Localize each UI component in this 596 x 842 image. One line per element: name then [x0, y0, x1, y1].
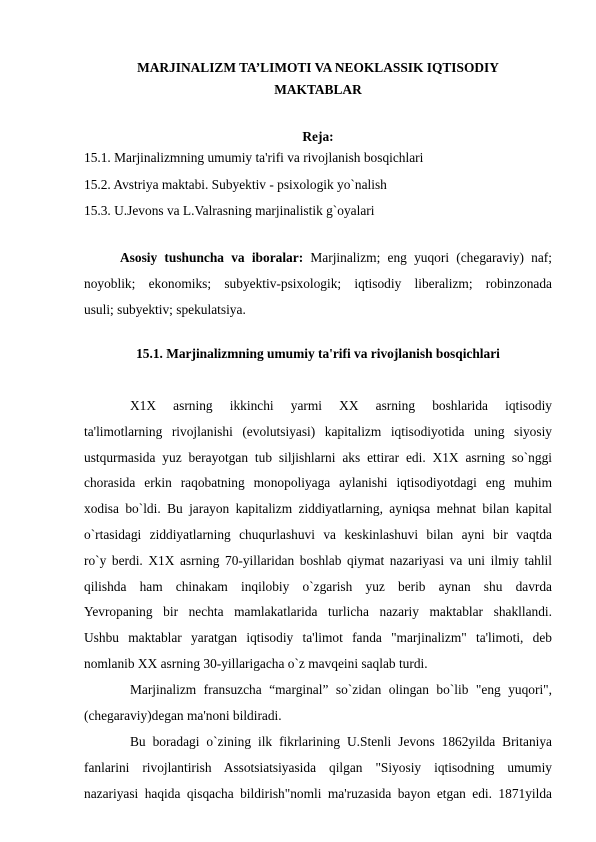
- paragraph-line: Marjinalizm fransuzcha “marginal” so`zidan olingan bo`lib "eng yuqori",: [130, 682, 552, 697]
- paragraph-line: ta'limotlarning rivojlanishi (evolutsiyasi) kapitalizm iqtisodiyotida uning siyosiy: [84, 423, 552, 439]
- document-title-line-1: MARJINALIZM TA’LIMOTI VA NEOKLASSIK IQTISODIY: [137, 60, 499, 75]
- key-terms-paragraph: [84, 245, 552, 322]
- paragraph-line: o`rtasidagi ziddiyatlarning chuqurlashuvi va keskinlashuvi bilan ayni bir vaqtda: [84, 526, 552, 542]
- body-paragraph-3: [84, 729, 552, 806]
- plan-item: 15.3. U.Jevons va L.Valrasning marjinalistik g`oyalari: [84, 203, 375, 218]
- paragraph-line: xodisa bo`ldi. Bu jarayon kapitalizm ziddiyatlarning, ayniqsa mehnat bilan kapital: [84, 501, 552, 517]
- document-title-line-2: MAKTABLAR: [274, 82, 362, 97]
- paragraph-line: ustqurmasida yuz berayotgan tub siljishlarni aks ettirar edi. X1X asrning so`nggi: [84, 449, 552, 465]
- paragraph-line: fanlarini rivojlantirish Assotsiatsiyasida qilgan "Siyosiy iqtisodning umumiy: [84, 759, 552, 775]
- body-paragraph-1: [84, 393, 552, 677]
- paragraph-line: Yevropaning bir nechta mamlakatlarida turlicha nazariy maktablar shakllandi.: [84, 604, 552, 620]
- key-terms-label: Asosiy tushuncha va iboralar:: [120, 250, 304, 265]
- key-terms-line: [84, 245, 552, 271]
- paragraph-line: chorasida erkin raqobatning monopoliyaga aylanishi iqtisodiyotdagi eng muhim: [84, 475, 552, 491]
- paragraph-line: nazariyasi haqida qisqacha bildirish"nomli ma'ruzasida bayon etgan edi. 1871yilda: [84, 785, 552, 801]
- paragraph-line: X1X asrning ikkinchi yarmi XX asrning boshlarida iqtisodiy: [130, 398, 552, 413]
- plan-item: 15.1. Marjinalizmning umumiy ta'rifi va rivojlanish bosqichlari: [84, 150, 424, 165]
- plan-heading: Reja:: [302, 129, 334, 144]
- paragraph-line: qilishda ham chinakam inqilobiy o`zgarish yuz berib aynan shu davrda: [84, 578, 552, 594]
- paragraph-line: (chegaraviy)degan ma'noni bildiradi.: [84, 707, 282, 723]
- plan-item: 15.2. Avstriya maktabi. Subyektiv - psixologik yo`nalish: [84, 177, 387, 192]
- key-terms-text: Marjinalizm; eng yuqori (chegaraviy) naf;: [303, 250, 552, 265]
- paragraph-line: nomlanib XX asrning 30-yillarigacha o`z mavqeini saqlab turdi.: [84, 655, 428, 671]
- paragraph-line: Ushbu maktablar yaratgan iqtisodiy ta'limot fanda "marjinalizm" ta'limoti, deb: [84, 630, 552, 646]
- key-terms-line: usuli; subyektiv; spekulatsiya.: [84, 301, 246, 317]
- key-terms-line: noyoblik; ekonomiks; subyektiv-psixologik; iqtisodiy liberalizm; robinzonada: [84, 275, 552, 291]
- paragraph-line: Bu boradagi o`zining ilk fikrlarining U.Stenli Jevons 1862yilda Britaniya: [130, 734, 552, 749]
- paragraph-line: ro`y berdi. X1X asrning 70-yillaridan boshlab qiymat nazariyasi va uni ilmiy tahlil: [84, 552, 552, 568]
- body-paragraph-2: [84, 677, 552, 729]
- section-heading: 15.1. Marjinalizmning umumiy ta'rifi va rivojlanish bosqichlari: [136, 346, 500, 361]
